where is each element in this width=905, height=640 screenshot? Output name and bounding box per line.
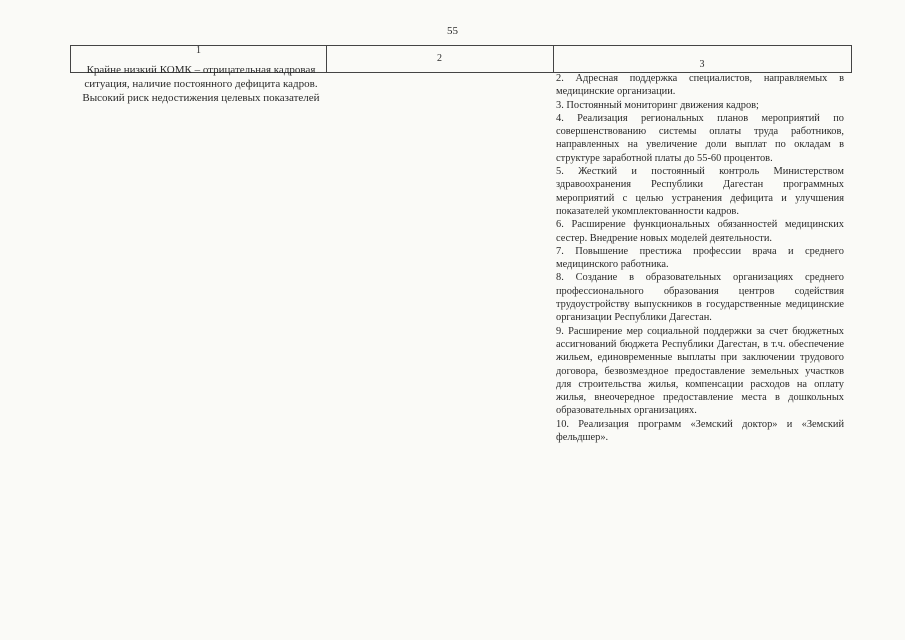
column1-cell-text: Крайне низкий КОМК – отрицательная кадровая ситуация, наличие постоянного дефицита кадров. Высокий риск недостижения целевых показателей xyxy=(82,64,320,104)
column-number-2: 2 xyxy=(437,53,442,64)
page-number: 55 xyxy=(447,25,458,37)
measure-item: 4. Реализация региональных планов мероприятий по совершенствованию системы оплаты труда работников, направленных на увеличение доли выплат по окладам в структуре заработной платы до 55-60 процентов. xyxy=(556,112,844,164)
column-number-3: 3 xyxy=(699,59,705,70)
measure-item: 6. Расширение функциональных обязанностей медицинских сестер. Внедрение новых моделей деятельности. xyxy=(556,219,844,244)
measure-item: 9. Расширение мер социальной поддержки за счет бюджетных ассигнований бюджета Республики Дагестан, в т.ч. обеспечение жильем, единовременные выплаты при заключении трудового договора, безвозмездное предоставление земельных участков для строительства жилья, компенсации расходов на оплату жилья, внеочередное предоставление места в дошкольных образовательных организациях. xyxy=(556,325,844,417)
measure-item: 2. Адресная поддержка специалистов, направляемых в медицинские организации. xyxy=(556,73,844,98)
column3-measures-list xyxy=(556,72,844,444)
measure-item: 8. Создание в образовательных организациях среднего профессионального образования центров содействия трудоустройству выпускников в государственные медицинские организации Республики Дагестан. xyxy=(556,272,844,324)
measure-item: 10. Реализация программ «Земский доктор» и «Земский фельдшер». xyxy=(556,418,844,444)
column-number-1: 1 xyxy=(196,45,201,56)
measure-item: 5. Жесткий и постоянный контроль Министерством здравоохранения Республики Дагестан программных мероприятий с целью устранения дефицита и улучшения показателей укомплектованности кадров. xyxy=(556,166,844,217)
measure-item: 7. Повышение престижа профессии врача и среднего медицинского работника. xyxy=(556,245,844,271)
measure-item: 3. Постоянный мониторинг движения кадров; xyxy=(556,99,759,111)
